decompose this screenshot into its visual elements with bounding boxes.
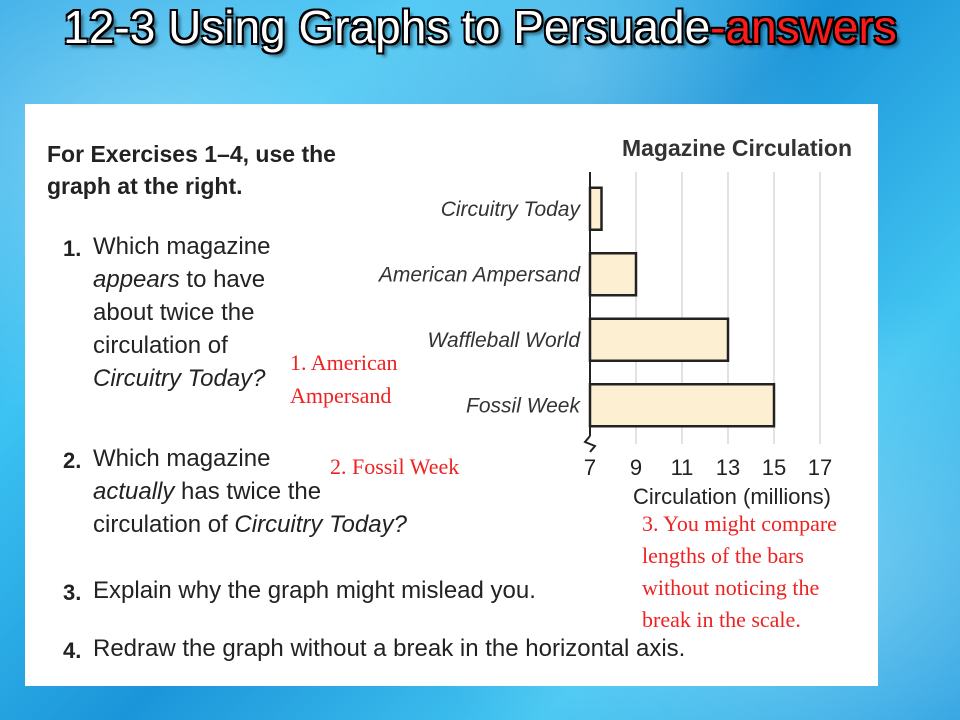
q1-emphasis: appears — [93, 266, 180, 293]
answer-3-line-3: without noticing the — [642, 575, 820, 600]
answer-2: 2. Fossil Week — [330, 454, 460, 479]
chart-category-labels — [377, 198, 582, 418]
tick-label-15: 15 — [761, 455, 787, 480]
answer-1-line-1: 1. American — [290, 350, 398, 375]
q1-line-4: circulation of — [93, 332, 228, 359]
answer-3-line-4: break in the scale. — [642, 607, 801, 632]
category-label-circuitry-today: Circuitry Today — [440, 197, 580, 221]
answer-1 — [290, 346, 398, 412]
tick-label-7: 7 — [583, 455, 597, 480]
x-axis-label: Circulation (millions) — [632, 484, 832, 509]
question-4-number: 4. — [63, 638, 82, 663]
slide-title-accent: -answers — [710, 1, 897, 53]
question-3-text: Explain why the graph might mislead you. — [93, 577, 536, 604]
q1-line-3: about twice the — [93, 299, 255, 326]
slide-title — [0, 0, 960, 54]
chart-title: Magazine Circulation — [621, 135, 853, 161]
intro-line-2: graph at the right. — [47, 173, 243, 199]
bar-american-ampersand — [590, 253, 636, 295]
intro-line-1: For Exercises 1–4, use the — [47, 141, 336, 167]
category-label-american-ampersand: American Ampersand — [378, 263, 580, 287]
category-label-waffleball-world: Waffleball World — [427, 328, 580, 352]
bar-fossil-week — [590, 384, 774, 426]
tick-label-17: 17 — [807, 455, 833, 480]
question-3-number: 3. — [63, 580, 82, 605]
chart-tick-labels — [584, 455, 832, 480]
slide-title-main: 12-3 Using Graphs to Persuade — [63, 1, 711, 53]
q2-emphasis: actually — [93, 478, 175, 505]
answer-3 — [642, 508, 837, 636]
q1-line-1: Which magazine — [93, 233, 271, 260]
answer-3-line-1: 3. You might compare — [642, 511, 837, 536]
q2-line-2-rest: has twice the — [174, 478, 322, 505]
question-4-text: Redraw the graph without a break in the horizontal axis. — [93, 635, 686, 662]
question-2-number: 2. — [63, 448, 82, 473]
q1-magazine: Circuitry Today? — [93, 365, 266, 392]
q2-magazine: Circuitry Today? — [234, 511, 407, 538]
tick-label-11: 11 — [670, 455, 694, 480]
category-label-fossil-week: Fossil Week — [466, 394, 580, 418]
question-1-number: 1. — [63, 236, 82, 261]
bar-waffleball-world — [590, 319, 728, 361]
tick-label-13: 13 — [715, 455, 741, 480]
axis-break-mark — [585, 436, 595, 452]
tick-label-9: 9 — [629, 455, 643, 480]
q2-line-3-start: circulation of — [93, 511, 235, 538]
bar-circuitry-today — [590, 188, 602, 230]
q2-line-1: Which magazine — [93, 445, 271, 472]
q1-line-2-rest: to have — [179, 266, 266, 293]
answer-3-line-2: lengths of the bars — [642, 543, 804, 568]
answer-1-line-2: Ampersand — [290, 383, 392, 408]
